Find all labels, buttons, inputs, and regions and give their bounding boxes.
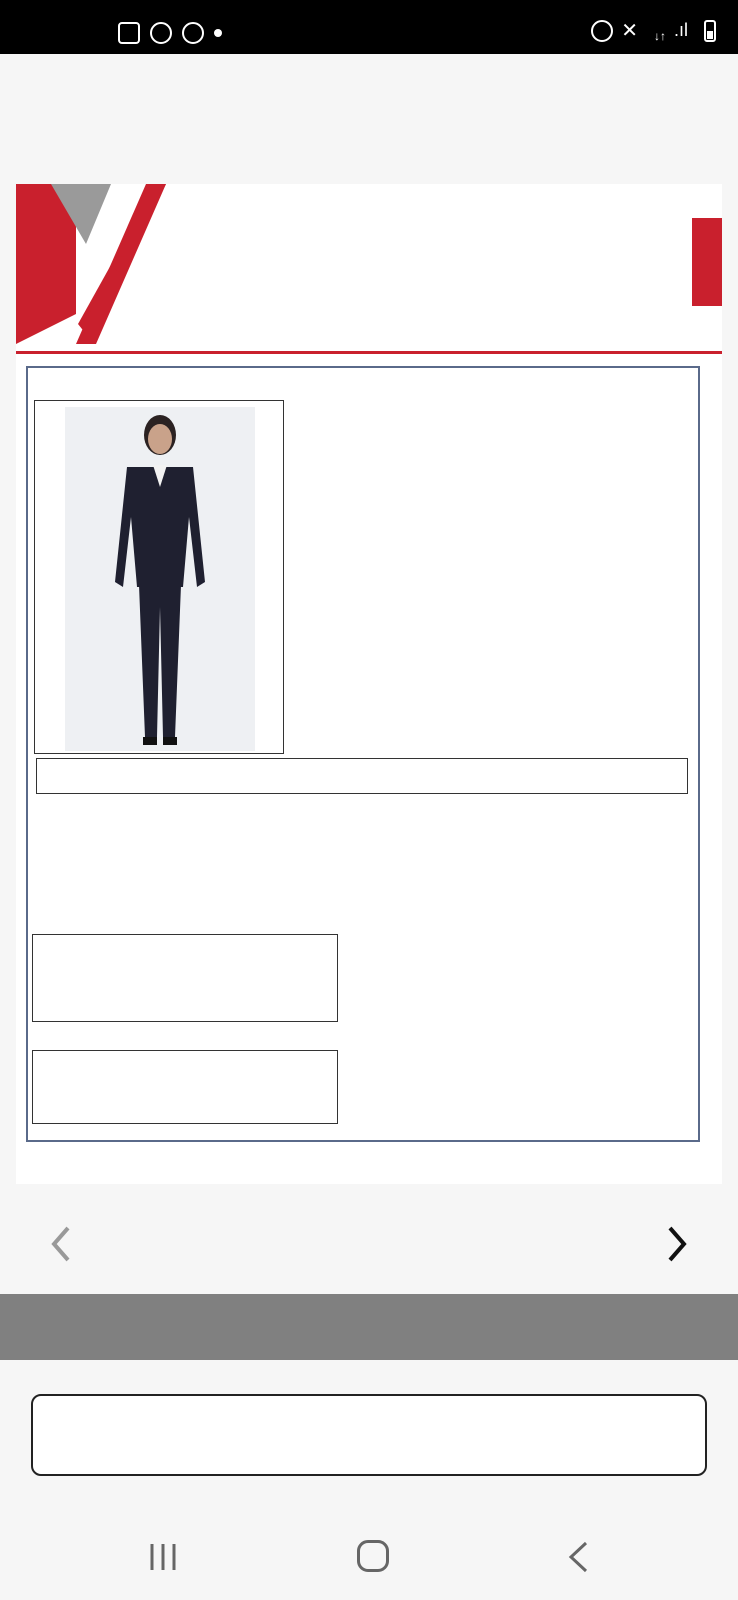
applicant-photo xyxy=(65,407,255,751)
data-indicator: ↓↑ xyxy=(653,28,666,43)
previous-page-icon[interactable] xyxy=(46,1224,76,1264)
instagram-icon xyxy=(182,22,204,44)
recent-apps-icon[interactable] xyxy=(148,1542,178,1572)
title-bar xyxy=(0,54,738,164)
pdf-page-preview[interactable] xyxy=(16,184,722,1184)
vienna-logo-icon xyxy=(16,184,166,344)
full-name xyxy=(36,758,688,794)
application-form xyxy=(26,366,700,1142)
header-accent-bar xyxy=(692,218,722,306)
home-icon[interactable] xyxy=(357,1540,389,1572)
pager xyxy=(0,1184,738,1294)
work-experience-box xyxy=(32,934,338,1022)
more-notifications-icon xyxy=(214,29,222,37)
back-icon[interactable] xyxy=(566,1540,590,1574)
remarks-box xyxy=(32,1050,338,1124)
mute-icon: ✕ xyxy=(621,20,638,42)
next-page-icon[interactable] xyxy=(662,1224,692,1264)
next-button[interactable] xyxy=(31,1394,707,1476)
alarm-icon xyxy=(591,20,613,42)
navigation-bar xyxy=(0,1510,738,1600)
gallery-icon xyxy=(118,22,140,44)
doc-header xyxy=(16,184,722,354)
battery-icon xyxy=(704,20,716,42)
file-size-bar xyxy=(0,1294,738,1360)
chat-bubble-icon xyxy=(150,22,172,44)
photo-frame xyxy=(34,400,284,754)
status-bar xyxy=(0,0,738,54)
signal-icon: .ıl xyxy=(673,20,688,40)
